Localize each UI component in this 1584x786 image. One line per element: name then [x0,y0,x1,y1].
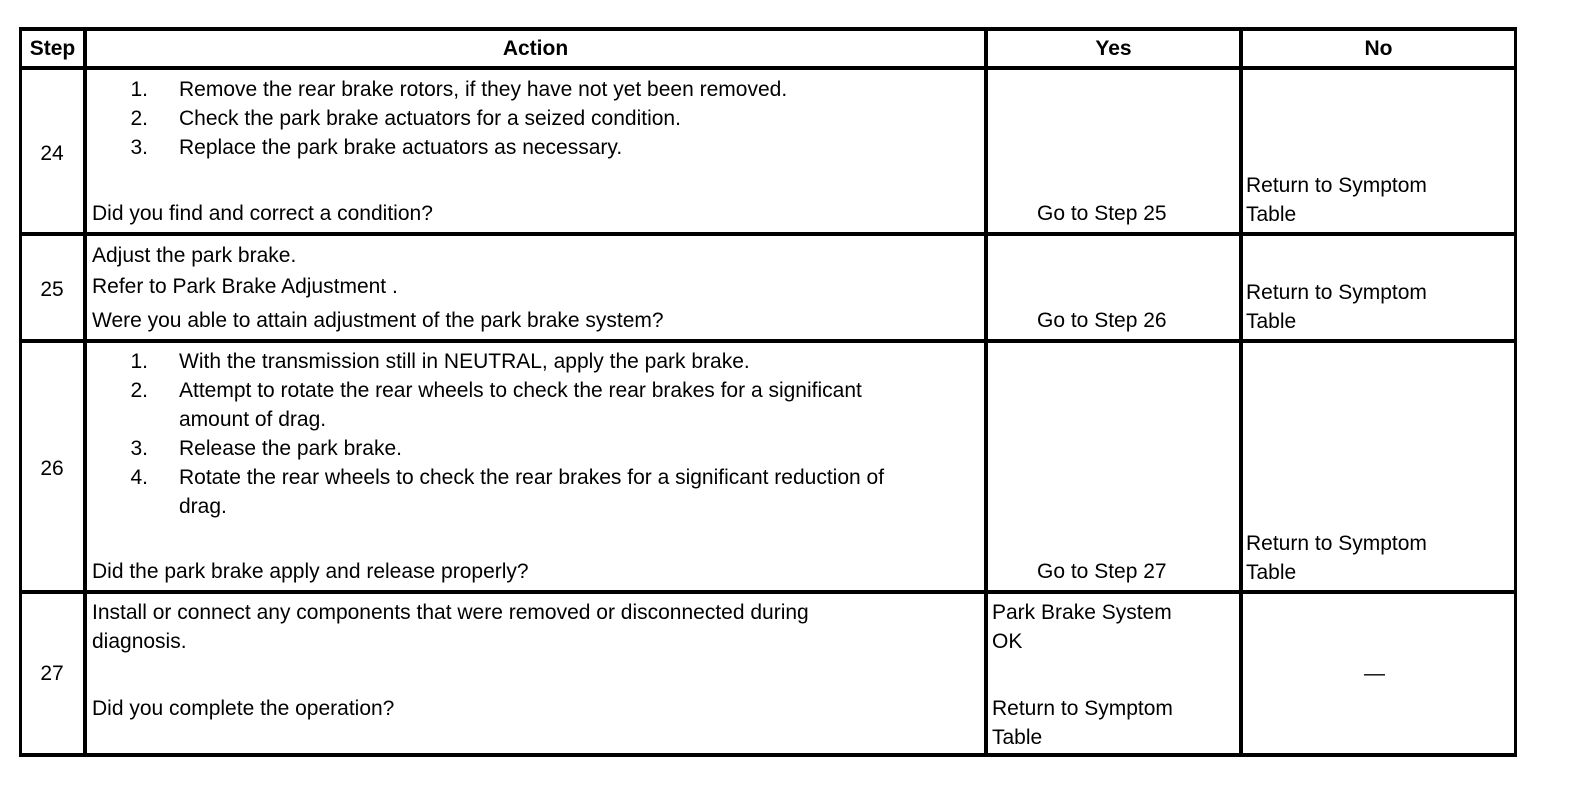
row-divider [19,232,1517,236]
row-divider [19,66,1517,70]
action-question: Did the park brake apply and release properly? [92,560,529,583]
step-number: 26 [40,457,64,480]
yes-link[interactable]: Go to Step 26 [1037,309,1167,332]
no-link[interactable]: Return to Symptom Table [1246,281,1427,333]
row-divider [19,339,1517,343]
step-number: 27 [40,662,64,685]
list-item: 2. Check the park brake actuators for a seized condition. [130,107,681,130]
action-question: Did you complete the operation? [92,697,395,720]
list-item: 2. Attempt to rotate the rear wheels to check the rear brakes for a significant amount of drag. [130,379,862,431]
list-item: 1. With the transmission still in NEUTRAL, apply the park brake. [130,350,750,373]
list-item: 3. Release the park brake. [130,437,402,460]
no-value: — [1364,662,1385,685]
table-border-right [1514,27,1517,757]
table-border-left [19,27,22,757]
yes-result[interactable]: Park Brake System OK [992,601,1172,653]
yes-link[interactable]: Go to Step 27 [1037,560,1167,583]
step-number: 25 [40,278,64,301]
column-divider [984,27,988,757]
action-steps-list [126,347,886,521]
table-border-top [19,27,1517,31]
column-divider [83,27,87,757]
action-text: Adjust the park brake. [92,244,297,267]
action-question: Were you able to attain adjustment of the park brake system? [92,309,664,332]
no-link[interactable]: Return to Symptom Table [1246,174,1427,226]
column-divider [1239,27,1243,757]
list-item: 4. Rotate the rear wheels to check the rear brakes for a significant reduction of drag. [130,466,885,518]
list-item: 3. Replace the park brake actuators as necessary. [130,136,623,159]
action-question: Did you find and correct a condition? [92,202,433,225]
action-text: Install or connect any components that were removed or disconnected during diagnosis. [92,601,809,653]
header-step: Step [29,37,76,60]
header-no: No [1364,37,1393,60]
action-steps-list [126,75,966,162]
table-border-bottom [19,753,1517,757]
action-reference[interactable]: Refer to Park Brake Adjustment . [92,275,398,298]
step-number: 24 [40,142,64,165]
no-link[interactable]: Return to Symptom Table [1246,532,1427,584]
row-divider [19,590,1517,594]
yes-link[interactable]: Return to Symptom Table [992,697,1173,749]
header-action: Action [502,37,569,60]
yes-link[interactable]: Go to Step 25 [1037,202,1167,225]
list-item: 1. Remove the rear brake rotors, if they have not yet been removed. [130,78,788,101]
header-yes: Yes [1095,37,1132,60]
